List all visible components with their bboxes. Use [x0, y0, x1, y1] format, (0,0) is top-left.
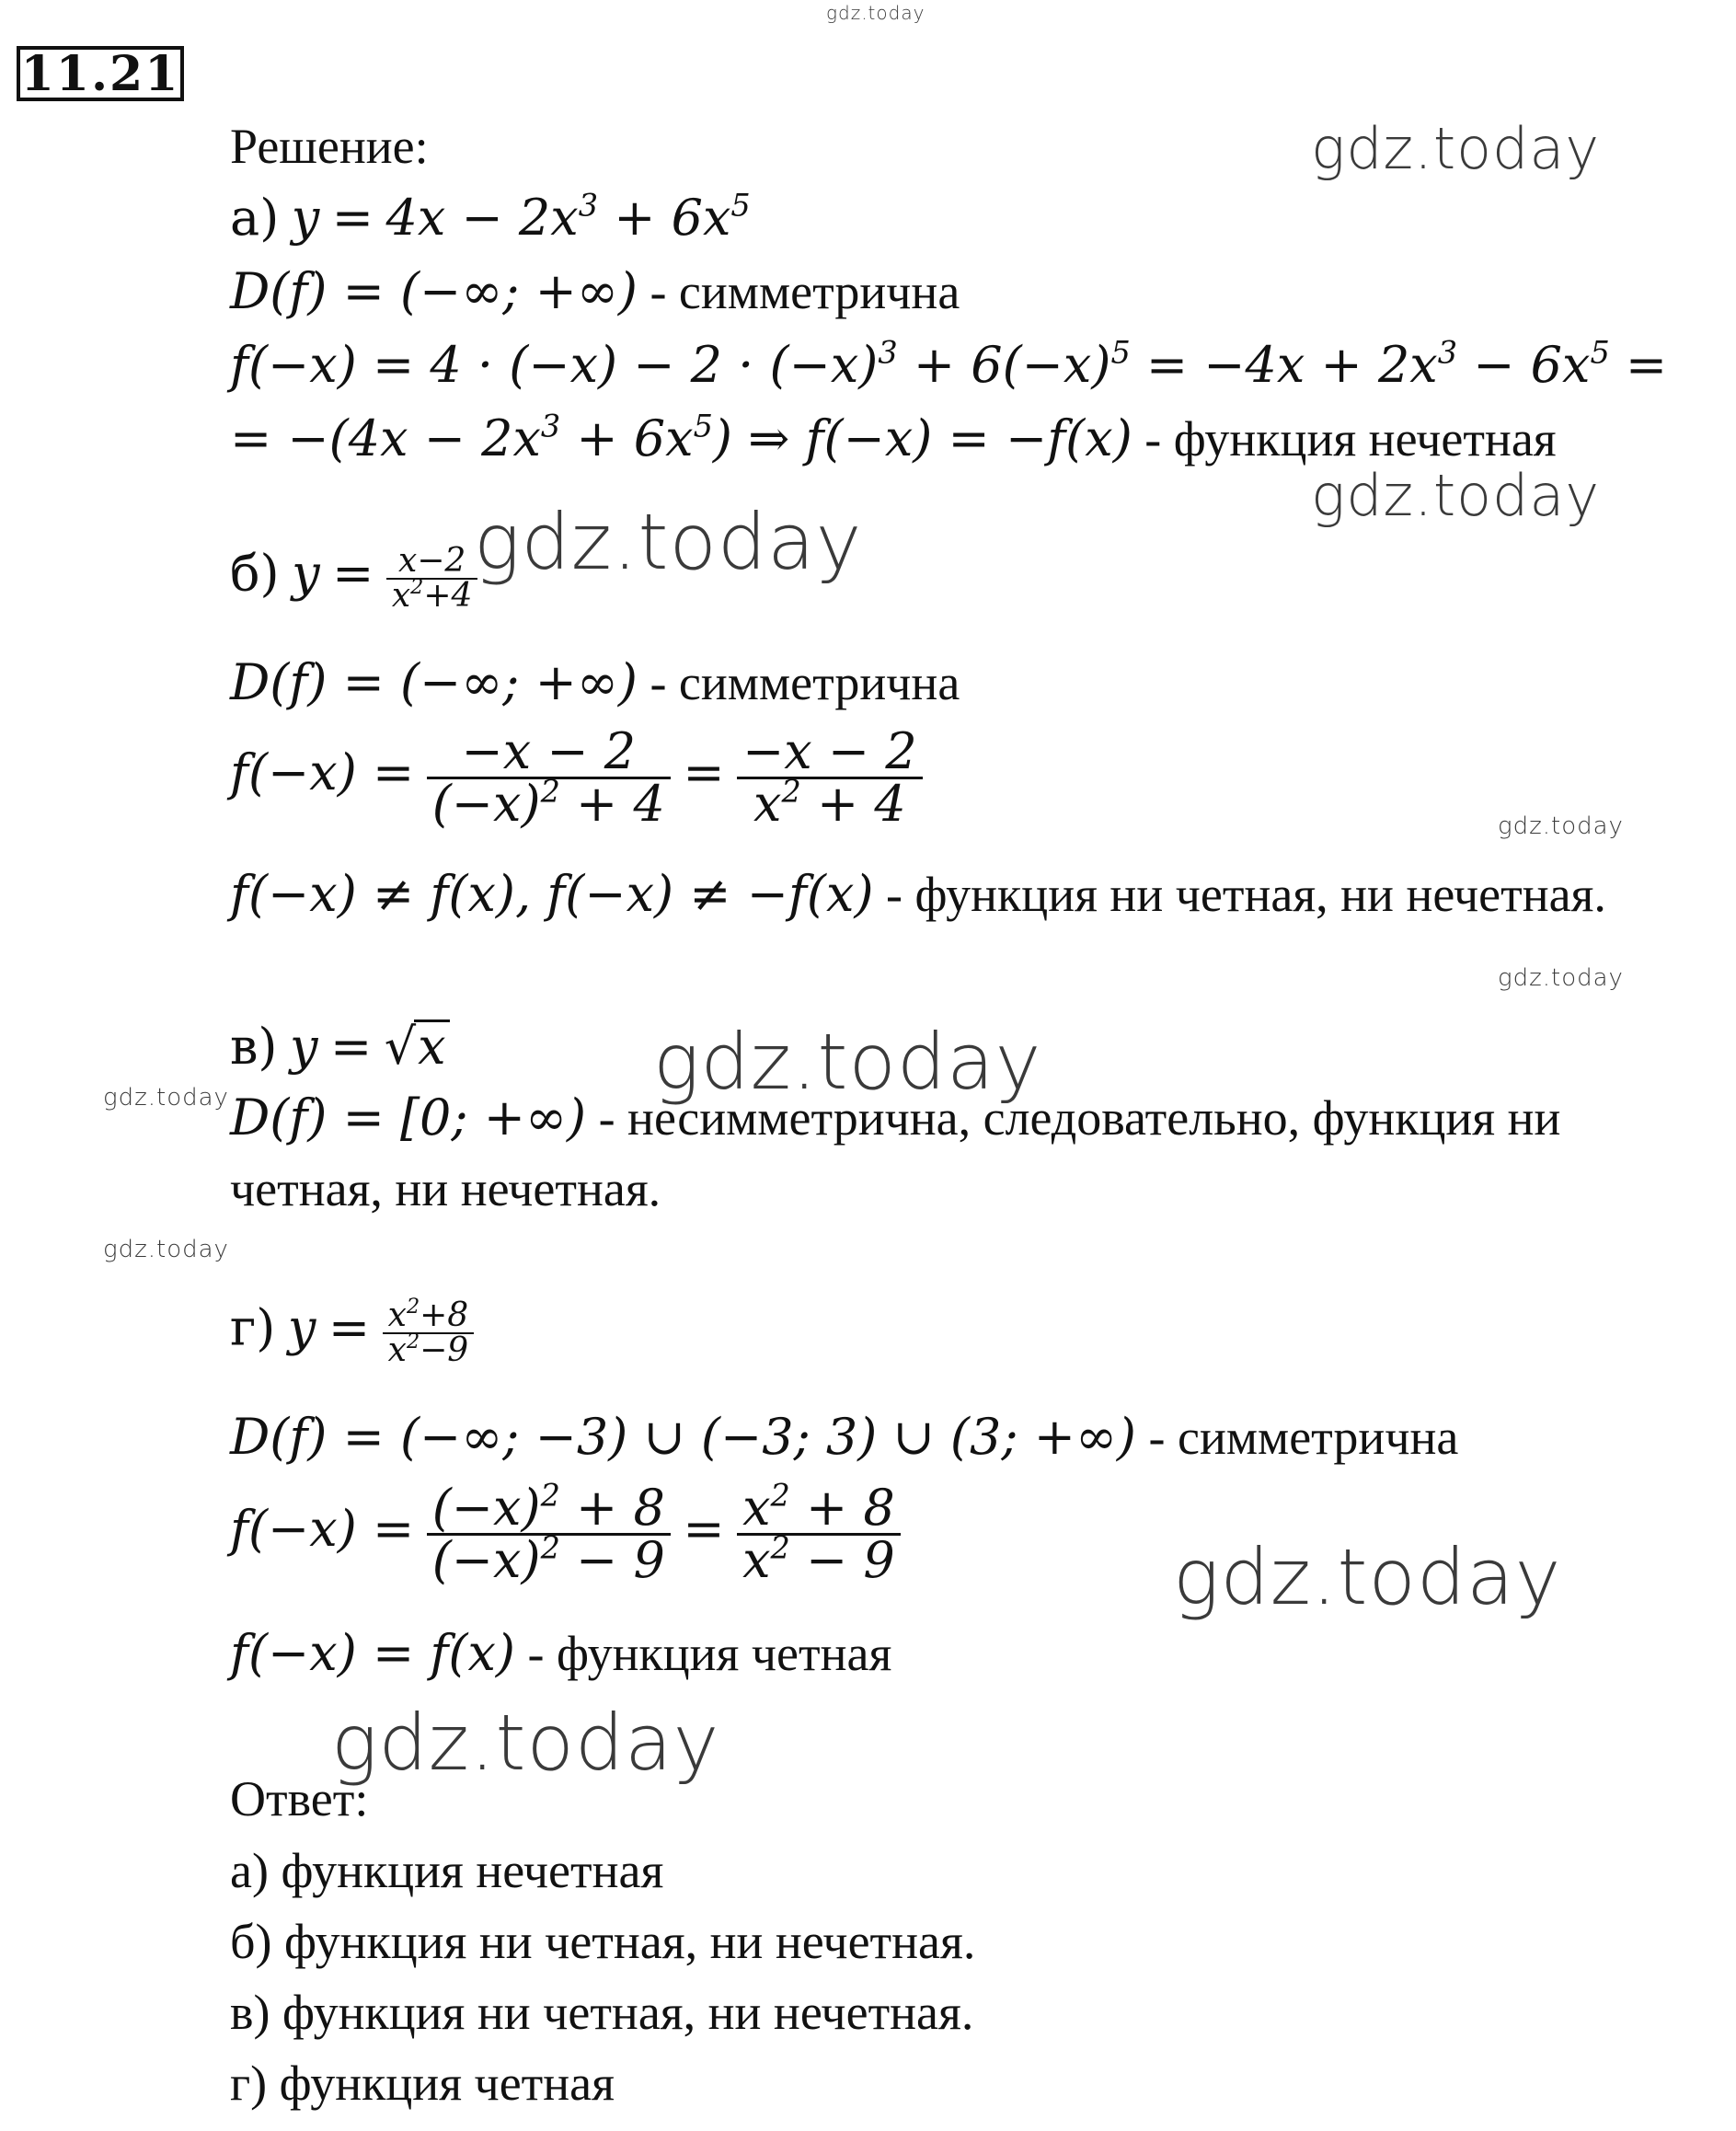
watermark-top: gdz.today: [826, 2, 925, 24]
watermark-7: gdz.today: [103, 1084, 229, 1112]
watermark-1: gdz.today: [1311, 115, 1601, 182]
watermark-5: gdz.today: [1498, 964, 1624, 992]
watermark-4: gdz.today: [1498, 812, 1624, 840]
part-a-domain: D(f) = (−∞; +∞) - симметрична: [230, 262, 960, 320]
answer-label: Ответ:: [230, 1771, 369, 1826]
part-b-substitution: f(−x) = $\frac{-x - 2}{(-x)^2 + 4}$ = $\frac{-x - 2}{x^2 + 4}$: [230, 727, 923, 829]
part-v-domain-cont: четная, ни нечетная.: [230, 1161, 661, 1216]
watermark-8: gdz.today: [103, 1236, 229, 1263]
problem-number: 11.21: [17, 46, 184, 101]
watermark-10: gdz.today: [331, 1698, 720, 1788]
answer-item-v: в) функция ни четная, ни нечетная.: [230, 1985, 974, 2040]
watermark-6: gdz.today: [653, 1017, 1042, 1107]
part-g-fraction-2: $\frac{x^2 + 8}{x^2 - 9}$: [737, 1483, 901, 1585]
answer-item-a: а) функция нечетная: [230, 1843, 664, 1898]
watermark-3: gdz.today: [474, 497, 863, 587]
part-g-fraction: $\frac{x^2+8}{x^2-9}$: [383, 1299, 475, 1367]
answer-item-g: г) функция четная: [230, 2056, 615, 2111]
part-g-fraction-1: $\frac{(-x)^2 + 8}{(-x)^2 - 9}$: [427, 1483, 671, 1585]
answer-item-b: б) функция ни четная, ни нечетная.: [230, 1914, 976, 1969]
watermark-2: gdz.today: [1311, 462, 1601, 529]
part-g-function: г) y = $\frac{x^2+8}{x^2-9}$: [230, 1299, 474, 1367]
part-b-fraction-1: $\frac{-x - 2}{(-x)^2 + 4}$: [427, 727, 671, 829]
part-b-fraction: $\frac{x-2}{x^2+4}$: [386, 545, 478, 613]
part-g-domain: D(f) = (−∞; −3) ∪ (−3; 3) ∪ (3; +∞) - симметрична: [230, 1408, 1459, 1466]
part-b-fraction-2: $\frac{-x - 2}{x^2 + 4}$: [737, 727, 923, 829]
part-v-domain: D(f) = [0; +∞) - несимметрична, следовательно, функция ни: [230, 1089, 1561, 1146]
watermark-9: gdz.today: [1173, 1532, 1562, 1622]
part-g-substitution: f(−x) = $\frac{(-x)^2 + 8}{(-x)^2 - 9}$ = $\frac{x^2 + 8}{x^2 - 9}$: [230, 1483, 901, 1585]
part-b-conclusion: f(−x) ≠ f(x), f(−x) ≠ −f(x) - функция ни четная, ни нечетная.: [230, 865, 1606, 923]
part-a-conclusion: = $-(4x - 2x^3 + 6x^5)$ ⇒ f(−x) = −f(x) - функция нечетная: [230, 408, 1557, 467]
part-a-substitution: $f(-x) = 4 \cdot (-x) - 2 \cdot (-x)^3 + 6(-x)^5 = -4x + 2x^3 - 6x^5$ =: [230, 334, 1668, 394]
part-a-function: а) $y = 4x - 2x^3 + 6x^5$: [230, 187, 751, 247]
part-g-conclusion: f(−x) = f(x) - функция четная: [230, 1624, 892, 1682]
solution-label: Решение:: [230, 119, 429, 174]
part-v-function: в) y = √x: [230, 1019, 450, 1072]
part-b-domain: D(f) = (−∞; +∞) - симметрична: [230, 653, 960, 711]
part-b-function: б) y = $\frac{x-2}{x^2+4}$: [230, 545, 477, 613]
